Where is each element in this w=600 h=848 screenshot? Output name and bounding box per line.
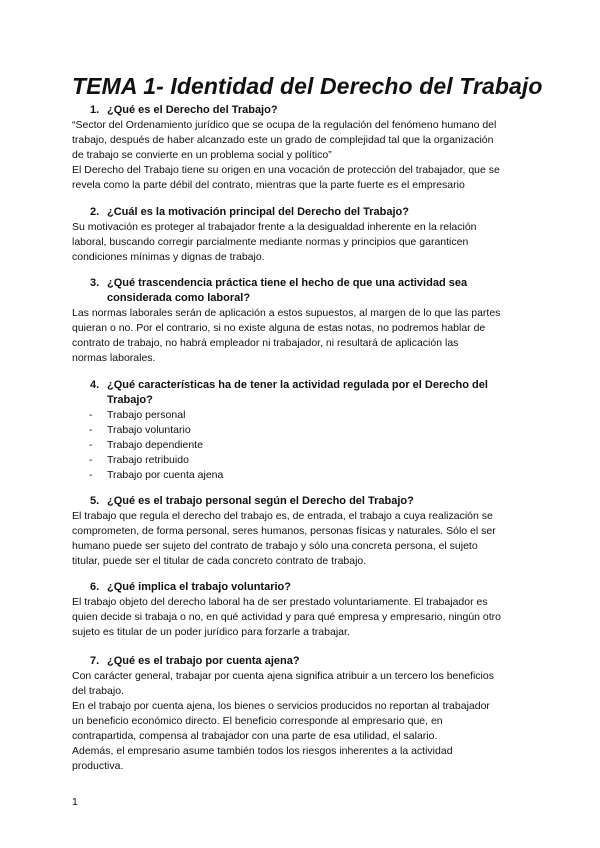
answer-line: quieran o no. Por el contrario, si no existe alguna de estas notas, no podremos hablar de (72, 322, 486, 334)
question-number: 5. (90, 495, 100, 507)
answer-line: Con carácter general, trabajar por cuenta ajena significa atribuir a un tercero los beneficios (72, 670, 494, 682)
question-heading (72, 494, 532, 509)
list-item (72, 408, 532, 423)
question-text-line: Trabajo? (107, 394, 153, 406)
section-6 (72, 580, 532, 640)
question-number: 4. (90, 379, 100, 391)
question-heading (72, 654, 532, 669)
dash-bullet: - (89, 469, 93, 481)
section-7 (72, 654, 532, 774)
answer-line: revela como la parte débil del contrato, mientras que la parte fuerte es el empresario (72, 179, 465, 191)
answer-line: trabajo, después de haber alcanzado este un grado de complejidad tal que la organización (72, 134, 494, 146)
question-heading (72, 378, 532, 408)
answer-line: Su motivación es proteger al trabajador frente a la desigualdad inherente en la relación (72, 221, 477, 233)
answer-line: contrato de trabajo, no habrá empleador ni trabajador, ni resultará de aplicación las (72, 337, 459, 349)
list-item (72, 468, 532, 483)
dash-bullet: - (89, 424, 93, 436)
answer-line: contrapartida, compensa al trabajador con una parte de esa utilidad, el salario. (72, 730, 438, 742)
list-item-text: Trabajo personal (107, 409, 186, 421)
list-item-text: Trabajo voluntario (107, 424, 191, 436)
answer-line: productiva. (72, 760, 124, 772)
answer-line: En el trabajo por cuenta ajena, los bienes o servicios producidos no reportan al trabajador (72, 700, 490, 712)
list-item-text: Trabajo retribuido (107, 454, 189, 466)
list-item (72, 423, 532, 438)
answer-line: comprometen, de forma personal, seres humanos, personas físicas y naturales. Sólo el ser (72, 525, 496, 537)
answer-line: El Derecho del Trabajo tiene su origen en una vocación de protección del trabajador, que se (72, 164, 500, 176)
characteristics-list (72, 408, 532, 483)
question-text: ¿Qué es el Derecho del Trabajo? (107, 104, 278, 116)
answer-line: titular, puede ser el titular de cada concreto contrato de trabajo. (72, 555, 367, 567)
answer-line: El trabajo que regula el derecho del trabajo es, de entrada, el trabajo a cuya realización se (72, 510, 493, 522)
question-heading (72, 103, 532, 118)
answer-line: quien decide si trabaja o no, en qué actividad y para qué empresa y empresario, ningún otro (72, 611, 502, 623)
question-text-line: ¿Qué características ha de tener la actividad regulada por el Derecho del (107, 379, 488, 391)
list-item-text: Trabajo por cuenta ajena (107, 469, 224, 481)
section-2 (72, 205, 532, 265)
question-number: 1. (90, 104, 100, 116)
question-number: 6. (90, 581, 100, 593)
list-item (72, 453, 532, 468)
question-text: ¿Qué es el trabajo por cuenta ajena? (107, 655, 300, 667)
question-heading (72, 276, 532, 306)
section-4 (72, 378, 532, 483)
answer-line: del trabajo. (72, 685, 124, 697)
question-text: ¿Qué implica el trabajo voluntario? (107, 581, 291, 593)
answer-line: humano puede ser sujeto del contrato de trabajo y sólo una concreta persona, el sujeto (72, 540, 478, 552)
dash-bullet: - (89, 454, 93, 466)
question-number: 7. (90, 655, 100, 667)
question-number: 2. (90, 206, 100, 218)
question-number: 3. (90, 277, 100, 289)
answer-line: Las normas laborales serán de aplicación a estos supuestos, al margen de lo que las partes (72, 307, 501, 319)
section-3 (72, 276, 532, 366)
section-5 (72, 494, 532, 569)
answer-line: de trabajo se convierte en un problema social y político” (72, 149, 332, 161)
answer-line: laboral, buscando corregir parcialmente mediante normas y principios que garanticen (72, 236, 469, 248)
section-1 (72, 103, 532, 193)
dash-bullet: - (89, 439, 93, 451)
answer-line: condiciones mínimas y dignas de trabajo. (72, 251, 265, 263)
answer-line: El trabajo objeto del derecho laboral ha de ser prestado voluntariamente. El trabajador es (72, 596, 488, 608)
answer-line: normas laborales. (72, 352, 156, 364)
question-text: ¿Cuál es la motivación principal del Derecho del Trabajo? (107, 206, 409, 218)
answer-line: “Sector del Ordenamiento jurídico que se ocupa de la regulación del fenómeno humano del (72, 119, 497, 131)
question-heading (72, 580, 532, 595)
question-heading (72, 205, 532, 220)
list-item-text: Trabajo dependiente (107, 439, 203, 451)
question-text-line: ¿Qué trascendencia práctica tiene el hecho de que una actividad sea (107, 277, 468, 289)
dash-bullet: - (89, 409, 93, 421)
page-number: 1 (72, 796, 78, 808)
answer-line: un beneficio económico directo. El beneficio corresponde al empresario que, en (72, 715, 443, 727)
question-text-line: considerada como laboral? (107, 292, 251, 304)
answer-line: sujeto es titular de un poder jurídico para forzarle a trabajar. (72, 626, 350, 638)
question-text: ¿Qué es el trabajo personal según el Derecho del Trabajo? (107, 495, 414, 507)
list-item (72, 438, 532, 453)
answer-line: Además, el empresario asume también todos los riesgos inherentes a la actividad (72, 745, 453, 757)
document-title: TEMA 1- Identidad del Derecho del Trabajo (72, 73, 543, 99)
